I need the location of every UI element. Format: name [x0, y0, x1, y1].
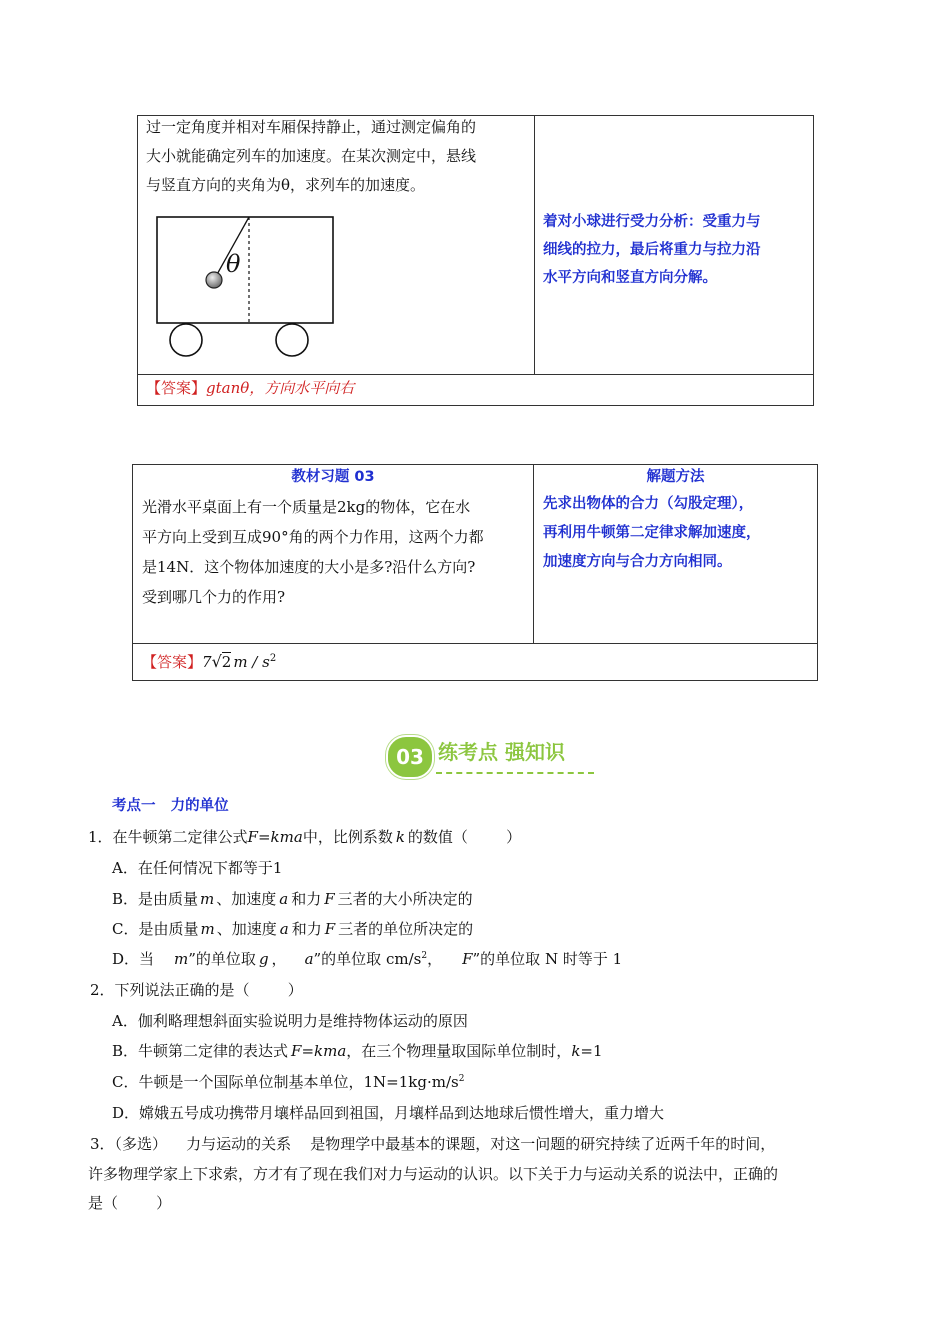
- q3-line-1: 3．（多选） 力与运动的关系 是物理学中最基本的课题，对这一问题的研究持续了近两千年的时间，: [90, 1135, 776, 1153]
- opt-text: B．牛顿第二定律的表达式: [112, 1042, 289, 1060]
- opt-text: ，: [427, 950, 443, 968]
- equals: =: [301, 1042, 315, 1060]
- var-m: m: [200, 920, 215, 938]
- section-banner: [386, 735, 601, 779]
- table1-answer: [146, 378, 354, 398]
- q1-stem: [88, 826, 521, 847]
- q1-option-a: A．在任何情况下都等于1: [112, 859, 283, 877]
- table2-question: [142, 492, 530, 612]
- q3-line-3: 是（ ）: [88, 1194, 172, 1212]
- opt-text: 三者的大小所决定的: [337, 890, 473, 908]
- wheel-left: [170, 324, 202, 356]
- q2-option-b: [112, 1040, 603, 1061]
- superscript: 2: [421, 951, 428, 961]
- banner-title: 练考点 强知识: [438, 740, 565, 764]
- var-F: F: [462, 950, 473, 968]
- var-m: m: [200, 890, 215, 908]
- q1-option-d: [112, 948, 622, 969]
- var-F: F: [247, 828, 258, 846]
- method-line: 再利用牛顿第二定律求解加速度，: [543, 525, 761, 541]
- var-m: m: [174, 950, 189, 968]
- opt-text: 、加速度: [216, 920, 277, 938]
- opt-text: ，在三个物理量取国际单位制时，: [346, 1042, 572, 1060]
- table1-question: [146, 113, 531, 200]
- section-title: 考点一 力的单位: [112, 798, 229, 814]
- table1-divider: [534, 115, 535, 375]
- table2-divider: [533, 464, 534, 644]
- method-line: 先求出物体的合力（勾股定理），: [543, 496, 754, 512]
- answer-text: gtanθ，方向水平向右: [206, 379, 355, 397]
- banner-number-badge: 03: [386, 735, 434, 779]
- question-line: 受到哪几个力的作用?: [142, 588, 286, 606]
- q2-option-d: D．嫦娥五号成功携带月壤样品回到祖国，月壤样品到达地球后惯性增大，重力增大: [112, 1104, 665, 1122]
- opt-text: 三者的单位所决定的: [338, 920, 474, 938]
- table2-header-left: 教材习题 03: [291, 469, 375, 485]
- question-line: 与竖直方向的夹角为θ，求列车的加速度。: [146, 176, 426, 194]
- q1-stem-text: 1．在牛顿第二定律公式: [88, 828, 248, 846]
- superscript: 2: [458, 1074, 465, 1084]
- opt-text: ”的单位取 N 时等于 1: [472, 950, 623, 968]
- q1-option-b: [112, 888, 473, 909]
- method-line: 水平方向和竖直方向分解。: [543, 270, 717, 286]
- q1-stem-text: 的数值（ ）: [407, 828, 522, 846]
- table2-answer-divider: [132, 643, 818, 644]
- sqrt-symbol: √: [211, 652, 222, 671]
- method-line: 加速度方向与合力方向相同。: [543, 554, 732, 570]
- banner-dashed-underline: [436, 772, 594, 774]
- answer-coef: 7: [202, 653, 212, 671]
- question-line: 平方向上受到互成90°角的两个力作用，这两个力都: [142, 528, 484, 546]
- theta-label: θ: [226, 250, 241, 278]
- var-F: F: [291, 1042, 302, 1060]
- table1-answer-divider: [137, 374, 814, 375]
- car-body: [157, 217, 333, 323]
- var-F: F: [324, 890, 335, 908]
- pendulum-ball: [206, 272, 222, 288]
- q1-stem-text: 中，比例系数: [302, 828, 393, 846]
- opt-text: 和力: [291, 920, 322, 938]
- table1-method: [543, 208, 809, 292]
- question-line: 大小就能确定列车的加速度。在某次测定中，悬线: [146, 147, 477, 165]
- opt-text: C．是由质量: [112, 920, 199, 938]
- opt-text: 和力: [291, 890, 322, 908]
- q1-option-c: [112, 918, 473, 939]
- opt-text: B．是由质量: [112, 890, 199, 908]
- var-kma: kma: [314, 1042, 347, 1060]
- answer-radicand: 2: [221, 653, 232, 671]
- method-line: 细线的拉力，最后将重力与拉力沿: [543, 242, 761, 258]
- table2-answer: [142, 647, 276, 674]
- var-a: a: [304, 950, 314, 968]
- answer-exponent: 2: [269, 653, 277, 664]
- var-a: a: [279, 920, 289, 938]
- opt-text: C．牛顿是一个国际单位制基本单位，1N=1kg·m/s: [112, 1073, 459, 1091]
- var-g: g: [258, 950, 269, 968]
- opt-text: ”的单位取 cm/s: [313, 950, 422, 968]
- var-F: F: [324, 920, 336, 938]
- answer-tag: 【答案】: [142, 653, 203, 671]
- opt-text: ，: [271, 950, 287, 968]
- q2-option-c: [112, 1071, 464, 1092]
- table2-header-right: 解题方法: [646, 469, 705, 485]
- opt-text: D．当: [112, 950, 155, 968]
- var-a: a: [279, 890, 289, 908]
- question-line: 光滑水平桌面上有一个质量是2kg的物体，它在水: [142, 498, 471, 516]
- wheel-right: [276, 324, 308, 356]
- q2-stem: 2．下列说法正确的是（ ）: [90, 981, 303, 999]
- train-pendulum-diagram: [150, 210, 340, 360]
- equals: =: [257, 828, 271, 846]
- answer-tag: 【答案】: [146, 379, 207, 397]
- opt-text: 、加速度: [216, 890, 277, 908]
- question-line: 过一定角度并相对车厢保持静止，通过测定偏角的: [146, 118, 477, 136]
- var-k: k: [571, 1042, 581, 1060]
- opt-text: ”的单位取: [188, 950, 256, 968]
- table2-method: [543, 490, 813, 577]
- q2-option-a: A．伽利略理想斜面实验说明力是维持物体运动的原因: [112, 1012, 468, 1030]
- question-line: 是14N．这个物体加速度的大小是多?沿什么方向?: [142, 558, 476, 576]
- answer-unit: m / s: [233, 653, 270, 671]
- var-k: k: [395, 828, 405, 846]
- opt-text: =1: [580, 1042, 603, 1060]
- q3-line-2: 许多物理学家上下求索，方才有了现在我们对力与运动的认识。以下关于力与运动关系的说法中，正确的: [88, 1165, 779, 1183]
- method-line: 着对小球进行受力分析：受重力与: [543, 214, 761, 230]
- var-kma: kma: [270, 828, 303, 846]
